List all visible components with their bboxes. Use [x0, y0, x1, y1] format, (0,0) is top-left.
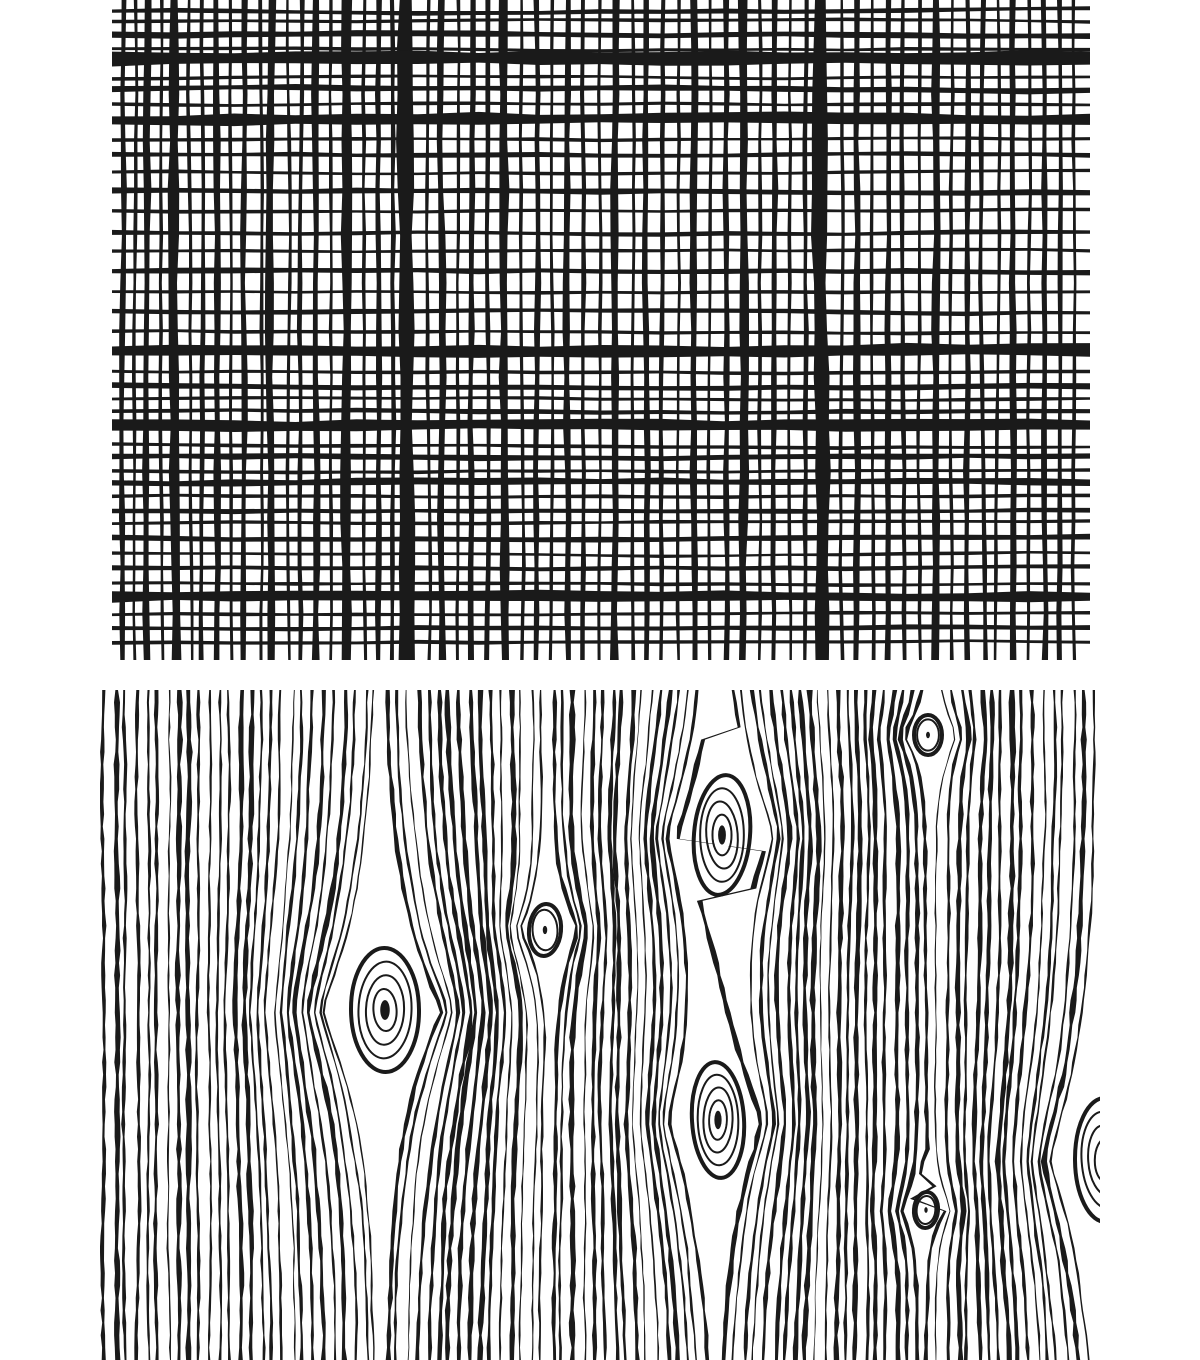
- wood-grain-artwork: [100, 690, 1100, 1360]
- linen-weave-panel: [112, 0, 1090, 660]
- linen-weave-artwork: [112, 0, 1090, 660]
- wood-grain-panel: [100, 690, 1100, 1360]
